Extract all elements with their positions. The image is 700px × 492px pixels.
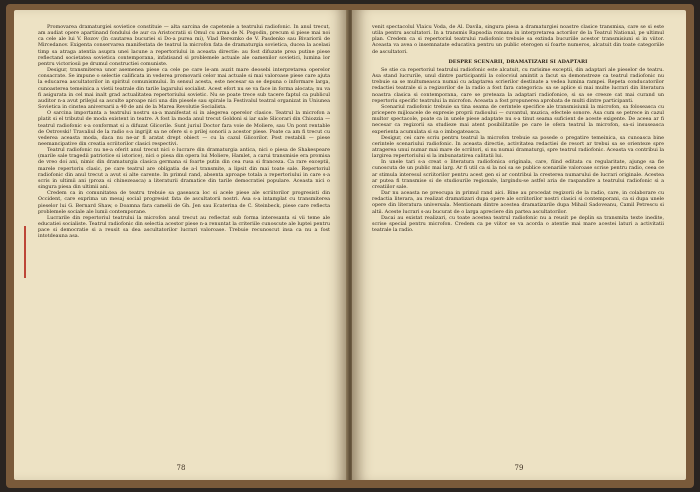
paragraph: Desigur, cei care scriu pentru teatrul la microfon trebuie sa posede o pregatire temeinica, sa cunoasca bine cerintele scenariului radiofonic. In aceasta directie, activitatea redactiei de resort ar trebui sa se orienteze spre atragerea unui numar mai mare de scriitori, si nu numai dramaturgi, spre teatrul radiofonic. Aceasta va contribui la largirea repertoriului si la imbunatatirea calitatii lui. <box>372 134 664 160</box>
red-margin-mark <box>24 226 26 278</box>
left-page <box>14 10 348 480</box>
page-number-right: 79 <box>514 464 524 472</box>
paragraph: venit spectacolul Vlaicu Voda, de Al. Davila, singura piesa a dramaturgiei noastre clasice transmisa, care se si este utila pentru ascultatori. In a transmis Rapsodia romana in interpretarea actorilor de la Teatrul National, pe ultimul plan. Credem ca si repertoriul teatrului radiofonic trebuie sa extinda bucuriile acestor transmisiuni si in viitor. Aceasta va avea o insemnatate educativa pentru un public eterogen si foarte numeros, alcatuit din toate categoriile de ascultatori. <box>372 24 664 55</box>
paragraph: O sarcina importanta a teatrului nostru sa-a manifestat si in alegerea operelor clasice. Teatrul la microfon a platit si el tributul de moda existent in teatre. A fost la moda anul trecut Goldoni si iar sale Slicorari din Chiozzia — teatrul radiofonic s-a conformat si a difuzat Glicorile. Sunt juriul Doctor fara voie de Moliere, sau Un pont rentable de Ostrovski! Travaliul de la radio s-a ingrijit sa ne ofere si o prilej sonorii a acestor piese. Poate ca am fi trecut cu vederea aceasta moda, daca nu ne-ar fi aratat drept obiect — cu la cazul Glicorilor. Post restabili — piese neemancipative din creatia scriitorilor clasici respectivi. <box>38 110 330 147</box>
left-page-text <box>38 24 330 454</box>
paragraph: Scenariul radiofonic trebuie sa tina seama de cerintele specifice ale transmisiunii la microfon, sa foloseasca cu pricepere mijloacele de expresie proprii radioului — cuvantul, muzica, efectele sonore. Asa cum se petrece in cazul multor spectacole, poate ca in unele piese adaptate nu s-a tinut seama suficient de aceste exigente. De aceea ar fi necesar ca regizorii sa studieze mai atent posibilitatile pe care le ofera teatrul la microfon, sa-si insuseasca experienta acumulata si sa o imbogateasca. <box>372 103 664 135</box>
section-heading: DESPRE SCENARII, DRAMATIZARI SI ADAPTARI <box>448 58 588 65</box>
right-page-text <box>372 24 664 454</box>
paragraph: In unele tari s-a creat o literatura radiofonica originala, care, fiind editata cu regularitate, ajunge sa fie cunoscuta de un public mai larg. Ar fi util ca si la noi sa se publice scenariile valoroase scrise pentru radio, ceea ce ar stimula interesul scriitorilor pentru acest gen si ar contribui la cresterea numarului de lucrari originale. Acestea ar putea fi transmise si de studiourile regionale, largindu-se astfel aria de raspandire a teatrului radiofonic si a creatiilor sale. <box>372 159 664 190</box>
paragraph: Desigur, transmiterea unor asemenea piese ca cele pe care le-am auzit mare deosebi interpretarea operelor consacrate. Se impune o selectie calificata in vederea promovarii celor mai actuale si mai valoroase piese care ajuta la educarea ascultatorilor in spiritul comunismului. In sensul acesta, este necesar sa se depuna o informare larga, cunoasterea temeinica a vietii teatrale din tarile lagarului socialist. Acest efort nu se va face in forma alocata; nu va fi asigurata in cel mai inalt grad actualitatea repertoriului sovietic. Nu se poate trece sub tacere faptul ca publicul auditor n-a avut prilejul sa asculte aproape nici una din piesele sau spirale la Festivalul teatral organizat in Uniunea Sovietica in cinstea aniversarii a 40 de ani de la Marea Revolutie Socialista. <box>38 67 330 111</box>
paragraph: Teatrul radiofonic nu ne-a oferit anul trecut nici o lucrare din dramaturgia antica, nici o piesa de Shakespeare (marile sale tragedii patriotice si istorice), nici o piesa din opera lui Moliere, Hamlet, a carui transmisie era promisa de vreo doi ani, nimic din dramaturgia clasica germana si foarte putin din cea rusa si franceza. Ca rare exceptii, marele repertoriu clasic, pe care teatrul are obligatia de a-l transmite, a lipsit din mai toate sale. Repertoriul radiofonic din anul trecut a avut si alte carente. In primul rand, absenta aproape totala a repertoriului in care s-a scris in ultimii ani (proza si chinezeasca) a literaturii dramatice din tarile democratiei populare. Aceasta nici o singura piesa din ultimii ani. <box>38 147 330 191</box>
paragraph: Credem ca in comunitatea de teatru trebuie sa gaseasca loc si acele piese ale scriitorilor progresisti din Occident, care exprima un mesaj social progresist fata de ascultatorii nostri. Asa s-a intamplat cu transmiterea pieselor lui G. Bernard Shaw, o Doamna fara camelii de Gh. Jen sau Ecaterina de C. Steinbeck, piese care reflecta problemele sociale ale lumii contemporane. <box>38 190 330 215</box>
page-number-left: 78 <box>176 464 186 472</box>
paragraph: Promovarea dramaturgiei sovietice constituie — alta sarcina de capetenie a teatrului radiofonic. In anul trecut, am audiat opere apartinand fondului de aur ca Aristocratii si Omul cu arma de N. Pogodin, precum si piese mai noi ca cele ale lui V. Rozov (In cautarea bucuriei si Do-a purea mi), Vlad Bereznko de V. Pasdenko sau Bivariorii de Mircedanov. Exigenta conservarea manifestata de teatrul la microfon fata de dramaturgia sovietica, ducea la acelasi timp sa atraga atentia asupra unei lacune a repertoriului in aceasta directie: au fost difuzate prea putine piese reflectand societatea sovietica contemporana, infatisand si problemele actuale ale oamenilor sovietici, lumina lor pentru victoriosii pe drumul constructiei comuniste. <box>38 24 330 67</box>
open-book <box>6 4 694 488</box>
paragraph: Se stie ca repertoriul teatrului radiofonic este alcatuit, cu rarisime exceptii, din adaptari ale pieselor de teatru. Asa stand lucrurile, unul dintre participantii la colocviul amintit a facut sa demonstreze ca teatrul radiofonic nu trebuie sa se multumeasca numai cu adaptarea scrierilor destinate a vedea lumina rampei. Repeta conducatorilor redactiei teatrale si a regizorilor de la radio a fost fara categorica: sa se aplice si mai multe lucrari din literatura noastra clasica si contemporana, care se preteaza la adaptari radiofonice, si sa se creeze cat mai curand un repertoriu specific teatrului la microfon. Aceasta a fost propunerea aprobata de multi dintre participanti. <box>372 66 664 104</box>
paragraph: Dacai au existat realizari, cu toate acestea teatrul radiofonic nu a reusit pe deplin sa transmita texte inedite, scrise special pentru microfon. Credem ca pe viitor se va acorda o atentie mai mare acestei laturi a activitatii teatrale la radio. <box>372 214 664 233</box>
paragraph: Dar nu aceasta ne preocupa in primul rand aici. Bine au procedat regizorii de la radio, care, in colaborare cu redactia literara, au realizat dramatizari dupa opere ale scriitorilor nostri clasici si contemporani, ca si dupa unele opere din literatura universala. Mentionam dintre acestea dramatizarile dupa Mihail Sadoveanu, Camil Petrescu si altii. Aceste lucrari s-au bucurat de o larga apreciere din partea ascultatorilor. <box>372 190 664 215</box>
paragraph: Lucrarile din repertoriul teatrului la microfon anul trecut au reflectat sub forma interesanta si vii teme ale educatiei socialiste. Teatrul radiofonic din selectia acestor piese n-a renuntat la criteriile cunoscute ale luptei pentru pace si democratie si a reusit sa dea ascultatorilor lucrari valoroase. Trebuie recunoscut insa ca nu a fost intotdeauna asa. <box>38 214 330 240</box>
right-page <box>352 10 686 480</box>
